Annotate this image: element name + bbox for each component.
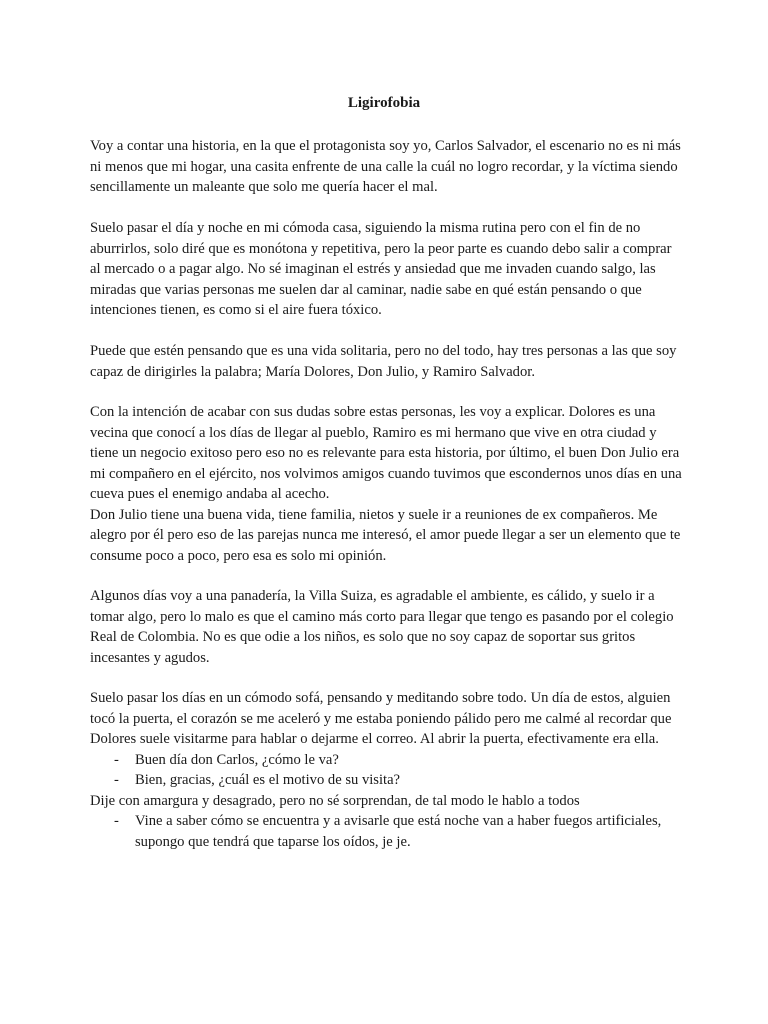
document-title: Ligirofobia <box>347 95 421 111</box>
paragraph-visit <box>90 688 682 852</box>
paragraph-bakery <box>90 586 682 668</box>
dialogue-line <box>90 750 682 771</box>
paragraph-people <box>90 341 682 382</box>
dash-marker: - <box>114 813 119 829</box>
dash-marker: - <box>114 772 119 788</box>
paragraph: Voy a contar una historia, en la que el protagonista soy yo, Carlos Salvador, el escenario no es ni más ni menos que mi hogar, una casita enfrente de una calle la cuál no logro recordar, y la víctima siendo sencillamente un maleante que solo me quería hacer el mal. <box>90 138 681 195</box>
paragraph-intro <box>90 136 682 198</box>
dialogue-line <box>90 770 682 791</box>
narration: Dije con amargura y desagrado, pero no sé sorprendan, de tal modo le hablo a todos <box>90 792 580 809</box>
dialogue-text: Buen día don Carlos, ¿cómo le va? <box>135 751 339 768</box>
dialogue-line <box>90 811 682 852</box>
dash-marker: - <box>114 751 119 768</box>
paragraph: Algunos días voy a una panadería, la Villa Suiza, es agradable el ambiente, es cálido, y suelo ir a tomar algo, pero lo malo es que el camino más corto para llegar que tengo es pasando por el colegio Real de Colombia. No es que odie a los niños, es solo que no soy capaz de soportar sus gritos incesantes y agudos. <box>90 588 674 666</box>
paragraph: Suelo pasar los días en un cómodo sofá, pensando y meditando sobre todo. Un día de estos, alguien tocó la puerta, el corazón se me aceleró y me estaba poniendo pálido pero me calmé al recordar que Dolores suele visitarme para hablar o dejarme el correo. Al abrir la puerta, efectivamente era ella. <box>90 690 672 747</box>
paragraph-explanation <box>90 402 682 566</box>
paragraph-routine <box>90 218 682 321</box>
paragraph: Puede que estén pensando que es una vida solitaria, pero no del todo, hay tres personas a las que soy capaz de dirigirles la palabra; María Dolores, Don Julio, y Ramiro Salvador. <box>90 343 677 380</box>
paragraph: Suelo pasar el día y noche en mi cómoda casa, siguiendo la misma rutina pero con el fin de no aburrirlos, solo diré que es monótona y repetitiva, pero la peor parte es cuando debo salir a comprar al mercado o a pagar algo. No sé imaginan el estrés y ansiedad que me invaden cuando salgo, las miradas que varias personas me suelen dar al caminar, nadie sabe en qué están pensando o que intenciones tienen, es como si el aire fuera tóxico. <box>90 220 672 318</box>
dialogue-text: Bien, gracias, ¿cuál es el motivo de su visita? <box>135 772 401 788</box>
paragraph: Don Julio tiene una buena vida, tiene familia, nietos y suele ir a reuniones de ex compañeros. Me alegro por él pero eso de las parejas nunca me interesó, el amor puede llegar a ser un elemento que te consume poco a poco, pero esa es solo mi opinión. <box>90 506 681 564</box>
dialogue-text: Vine a saber cómo se encuentra y a avisarle que está noche van a haber fuegos artificiales, supongo que tendrá que taparse los oídos, je je. <box>135 813 662 850</box>
paragraph: Con la intención de acabar con sus dudas sobre estas personas, les voy a explicar. Dolores es una vecina que conocí a los días de llegar al pueblo, Ramiro es mi hermano que vive en otra ciudad y tiene un negocio exitoso pero eso no es relevante para esta historia, por último, el buen Don Julio era mi compañero en el ejército, nos volvimos amigos cuando tuvimos que escondernos unos días en una cueva pues el enemigo andaba al acecho. <box>90 404 682 502</box>
